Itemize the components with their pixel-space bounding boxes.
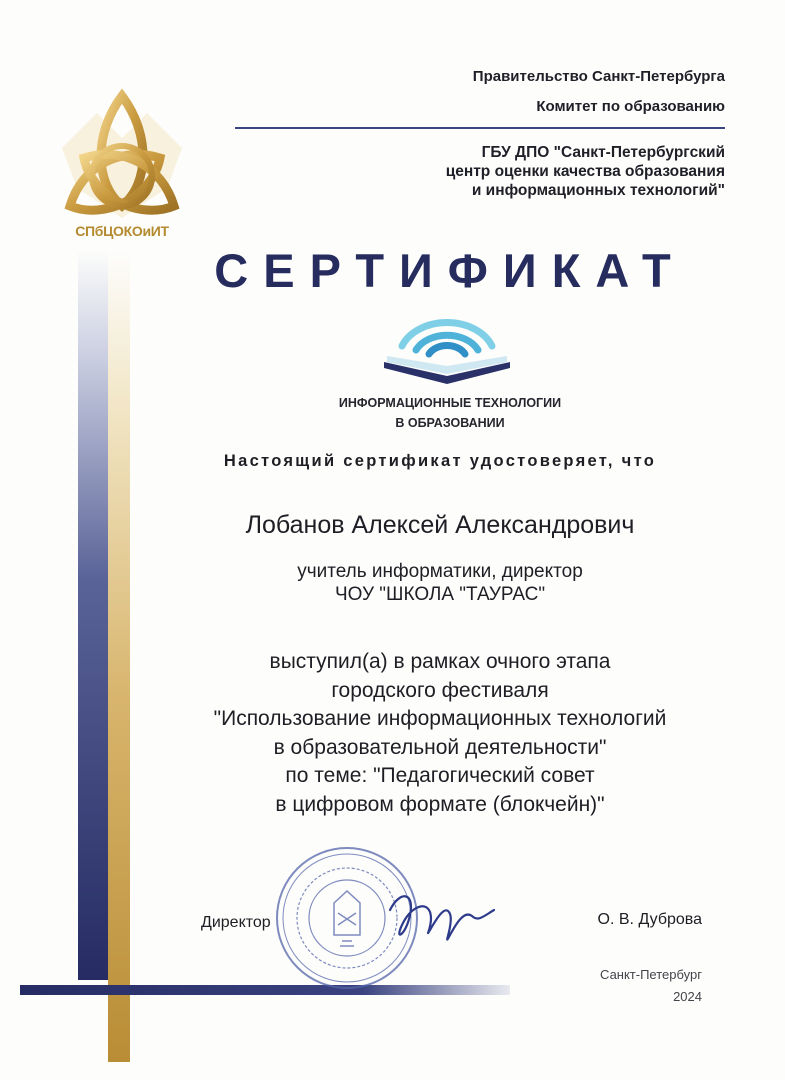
- header-divider: [235, 127, 725, 129]
- body-line: городского фестиваля: [331, 678, 549, 702]
- government-name: Правительство Санкт-Петербурга: [472, 68, 725, 85]
- body-line: в образовательной деятельности": [273, 735, 607, 759]
- place: Санкт-Петербург: [600, 967, 702, 982]
- director-name: О. В. Дуброва: [597, 911, 702, 928]
- position-line: учитель информатики, директор: [297, 561, 583, 582]
- recipient-position: [150, 560, 730, 606]
- recipient-name: Лобанов Алексей Александрович: [245, 511, 635, 539]
- body-line: выступил(а) в рамках очного этапа: [269, 650, 611, 673]
- organization-line: и информационных технологий": [471, 182, 725, 199]
- certificate-body: [120, 648, 760, 819]
- decorative-bottom-bar: [20, 985, 510, 995]
- emblem-caption-line: В ОБРАЗОВАНИИ: [395, 416, 505, 430]
- body-line: в цифровом формате (блокчейн)": [275, 792, 605, 816]
- decorative-blue-stripe: [78, 250, 108, 980]
- committee-name: Комитет по образованию: [536, 98, 725, 115]
- body-line: по теме: "Педагогический совет: [285, 764, 595, 787]
- organization-line: ГБУ ДПО "Санкт-Петербургский: [481, 144, 725, 161]
- certificate-title: СЕРТИФИКАТ: [214, 244, 686, 297]
- position-line: ЧОУ "ШКОЛА "ТАУРАС": [334, 584, 546, 605]
- book-wifi-icon: [382, 306, 512, 386]
- emblem-caption: [300, 393, 600, 433]
- logo-text: СПбЦОКОиИТ: [75, 223, 169, 239]
- handwritten-signature-icon: [380, 880, 500, 960]
- organization-line: центр оценки качества образования: [445, 163, 725, 180]
- signature-label: Директор: [201, 914, 271, 931]
- certifies-statement: Настоящий сертификат удостоверяет, что: [223, 452, 657, 470]
- organization-name: [305, 143, 725, 200]
- emblem-caption-line: ИНФОРМАЦИОННЫЕ ТЕХНОЛОГИИ: [338, 396, 562, 410]
- body-line: "Использование информационных технологий: [213, 707, 667, 730]
- place-and-year: [600, 964, 702, 1008]
- year: 2024: [673, 989, 702, 1004]
